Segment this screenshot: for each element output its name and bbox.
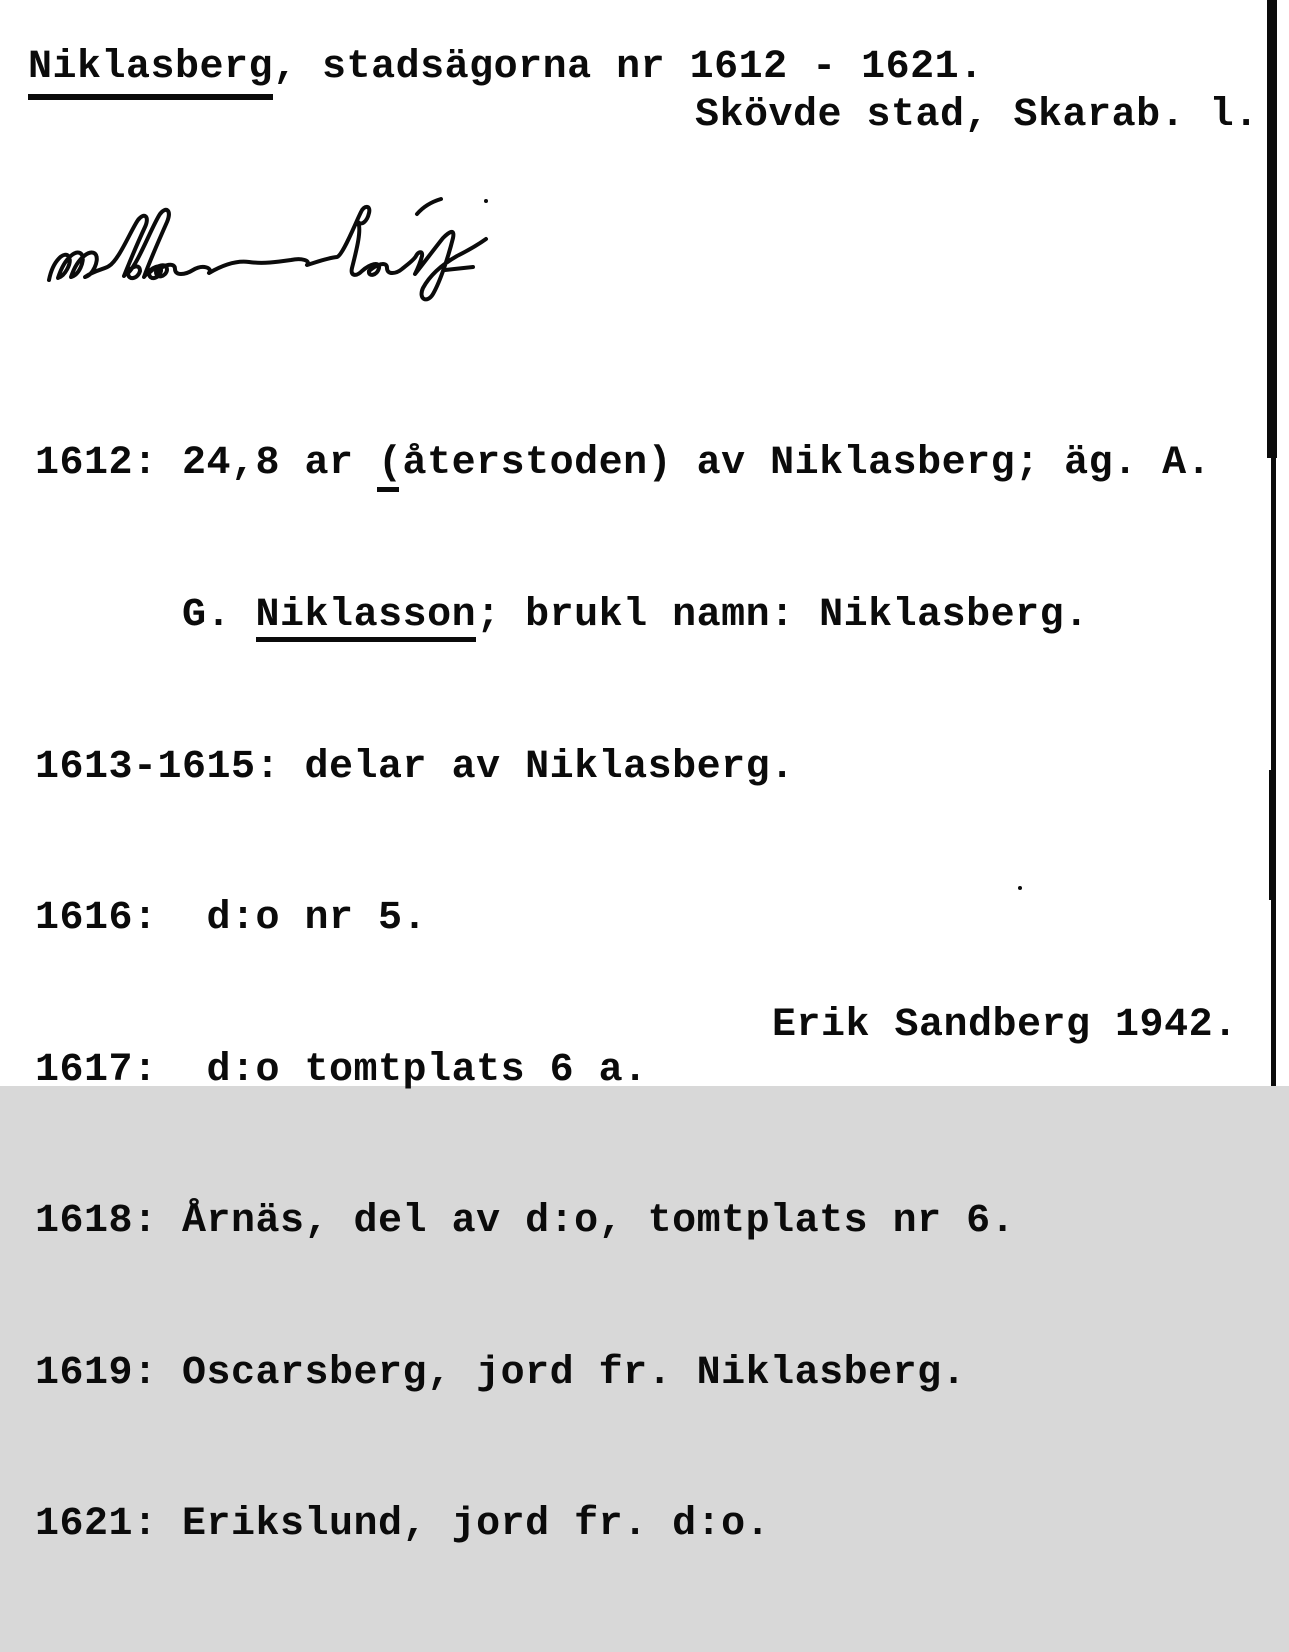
entry-line: 1612: 24,8 ar (återstoden) av Niklasberg; äg. A. xyxy=(35,441,1212,486)
entry-line: 1619: Oscarsberg, jord fr. Niklasberg. xyxy=(35,1350,967,1396)
entry-line: 1616: d:o nr 5. xyxy=(35,896,428,941)
entry-line: 1618: Årnäs, del av d:o, tomtplats nr 6. xyxy=(35,1199,1016,1244)
entry-line: 1621: Erikslund, jord fr. d:o. xyxy=(35,1502,771,1547)
handwritten-annotation xyxy=(45,196,520,311)
handwriting-main-stroke xyxy=(49,207,486,300)
entry-owner-surname: Niklasson xyxy=(256,596,477,642)
card-title-place-name: Niklasberg xyxy=(28,44,273,100)
entry-line: 1613-1615: delar av Niklasberg. xyxy=(35,744,795,790)
entry-owner-prefix: G. xyxy=(35,592,256,638)
card-edge-line-mid xyxy=(1269,770,1276,900)
archivist-signature: Erik Sandberg 1942. xyxy=(772,1003,1238,1048)
entry-line: 1617: d:o tomtplats 6 a. xyxy=(35,1047,648,1093)
ink-speck xyxy=(1018,886,1022,890)
handwriting-underscore-stroke xyxy=(445,267,473,270)
entry-list xyxy=(35,338,1211,1652)
entry-line xyxy=(35,591,1211,642)
ink-smudge xyxy=(377,487,399,492)
card-edge-line-top xyxy=(1267,0,1277,458)
card-subtitle-region: Skövde stad, Skarab. l. xyxy=(695,93,1259,138)
entry-owner-suffix: ; brukl namn: Niklasberg. xyxy=(476,592,1089,638)
handwriting-ink-dot xyxy=(484,199,488,203)
handwriting-accent-stroke xyxy=(417,199,441,214)
card-title-rest: , stadsägorna nr 1612 - 1621. xyxy=(273,45,984,90)
